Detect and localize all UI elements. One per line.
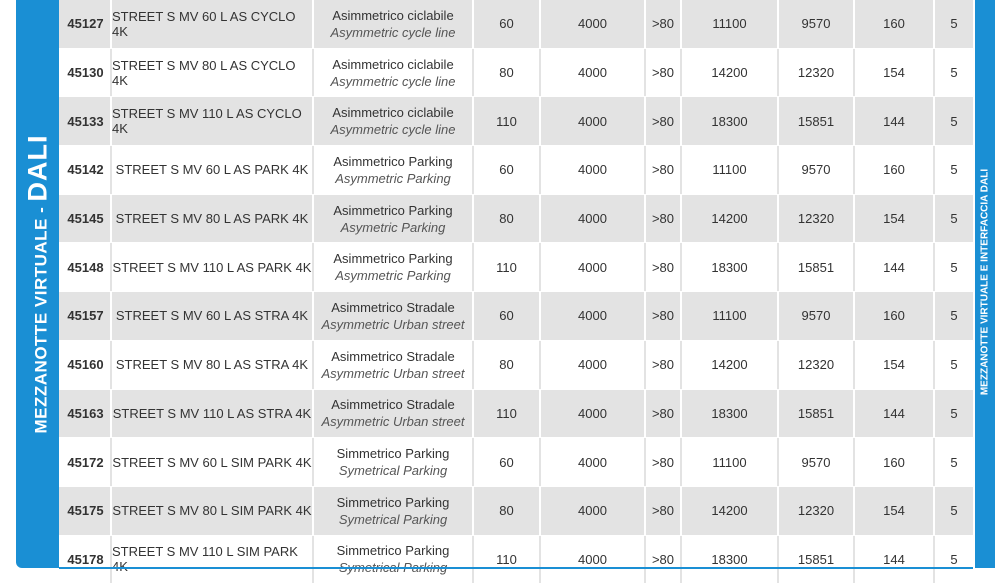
color-temperature: 4000 — [541, 195, 646, 243]
optic-english: Asymetric Parking — [340, 219, 446, 235]
lumen-output: 15851 — [779, 390, 855, 438]
table-row — [59, 97, 973, 146]
product-table — [59, 0, 973, 584]
product-name: STREET S MV 60 L AS CYCLO 4K — [112, 0, 314, 48]
table-row — [59, 390, 973, 439]
optic-italian: Asimmetrico Parking — [333, 153, 453, 169]
product-name: STREET S MV 80 L AS CYCLO 4K — [112, 49, 314, 97]
optic-cell — [314, 487, 474, 535]
cri-value: >80 — [646, 195, 682, 243]
lumen-source: 14200 — [682, 49, 779, 97]
class-value: 5 — [950, 308, 958, 324]
lumen-output: 9570 — [779, 292, 855, 340]
optic-cell — [314, 195, 474, 243]
table-row — [59, 195, 973, 244]
table-row — [59, 341, 973, 390]
color-temperature: 4000 — [541, 146, 646, 194]
power-watt: 110 — [474, 390, 541, 438]
left-section-band — [16, 0, 59, 568]
optic-cell — [314, 390, 474, 438]
table-row — [59, 243, 973, 292]
lumen-source: 18300 — [682, 97, 779, 145]
product-code: 45130 — [59, 49, 112, 97]
optic-italian: Asimmetrico ciclabile — [332, 56, 454, 72]
cri-value: >80 — [646, 146, 682, 194]
optic-english: Asymmetric Urban street — [321, 365, 465, 381]
efficiency: 144 — [855, 536, 935, 584]
optic-italian: Asimmetrico ciclabile — [332, 7, 454, 23]
lumen-source: 18300 — [682, 390, 779, 438]
cri-value: >80 — [646, 487, 682, 535]
cri-value: >80 — [646, 536, 682, 584]
power-watt: 80 — [474, 195, 541, 243]
optic-italian: Asimmetrico Stradale — [331, 299, 455, 315]
class-value: 5 — [950, 16, 958, 32]
product-code: 45145 — [59, 195, 112, 243]
optic-cell — [314, 438, 474, 486]
optic-english: Asymmetric cycle line — [330, 122, 456, 138]
lumen-output: 9570 — [779, 146, 855, 194]
lumen-output: 12320 — [779, 195, 855, 243]
color-temperature: 4000 — [541, 438, 646, 486]
color-temperature: 4000 — [541, 536, 646, 584]
lumen-source: 11100 — [682, 292, 779, 340]
color-temperature: 4000 — [541, 390, 646, 438]
class-value: 5 — [950, 503, 958, 519]
class-value: 5 — [950, 259, 958, 275]
product-name: STREET S MV 110 L AS CYCLO 4K — [112, 97, 314, 145]
product-code: 45142 — [59, 146, 112, 194]
optic-english: Asymmetric Parking — [335, 268, 451, 284]
class-value: 5 — [950, 113, 958, 129]
right-section-band — [975, 0, 995, 568]
efficiency: 160 — [855, 146, 935, 194]
efficiency: 154 — [855, 49, 935, 97]
power-watt: 110 — [474, 536, 541, 584]
class-value: 5 — [950, 162, 958, 178]
product-code: 45157 — [59, 292, 112, 340]
color-temperature: 4000 — [541, 243, 646, 291]
optic-italian: Asimmetrico Parking — [333, 251, 453, 267]
optic-english: Asymmetric Parking — [335, 170, 451, 186]
color-temperature: 4000 — [541, 49, 646, 97]
optic-cell — [314, 243, 474, 291]
optic-italian: Simmetrico Parking — [336, 494, 450, 510]
cri-value: >80 — [646, 0, 682, 48]
lumen-output: 12320 — [779, 487, 855, 535]
lumen-source: 18300 — [682, 536, 779, 584]
optic-english: Asymmetric cycle line — [330, 73, 456, 89]
efficiency: 154 — [855, 195, 935, 243]
product-code: 45172 — [59, 438, 112, 486]
efficiency: 160 — [855, 292, 935, 340]
power-watt: 80 — [474, 49, 541, 97]
efficiency: 160 — [855, 0, 935, 48]
product-code: 45163 — [59, 390, 112, 438]
product-name: STREET S MV 110 L AS STRA 4K — [112, 390, 314, 438]
power-watt: 110 — [474, 243, 541, 291]
optic-italian: Asimmetrico ciclabile — [332, 105, 454, 121]
product-name: STREET S MV 60 L AS STRA 4K — [112, 292, 314, 340]
efficiency: 154 — [855, 487, 935, 535]
table-row — [59, 146, 973, 195]
power-watt: 80 — [474, 487, 541, 535]
lumen-output: 15851 — [779, 97, 855, 145]
product-code: 45133 — [59, 97, 112, 145]
color-temperature: 4000 — [541, 341, 646, 389]
lumen-output: 15851 — [779, 536, 855, 584]
class-value: 5 — [950, 454, 958, 470]
optic-italian: Asimmetrico Stradale — [331, 397, 455, 413]
optic-english: Symetrical Parking — [338, 511, 448, 527]
lumen-source: 11100 — [682, 438, 779, 486]
color-temperature: 4000 — [541, 292, 646, 340]
power-watt: 80 — [474, 341, 541, 389]
optic-english: Symetrical Parking — [338, 463, 448, 479]
optic-italian: Asimmetrico Parking — [333, 202, 453, 218]
efficiency: 144 — [855, 390, 935, 438]
lumen-output: 9570 — [779, 438, 855, 486]
left-section-prefix: MEZZANOTTE VIRTUALE - — [31, 201, 50, 434]
product-name: STREET S MV 110 L SIM PARK — [112, 536, 314, 584]
product-name: STREET S MV 80 L AS PARK 4K — [112, 195, 314, 243]
product-name: STREET S MV 80 L SIM PARK 4K — [112, 487, 314, 535]
color-temperature: 4000 — [541, 0, 646, 48]
cri-value: >80 — [646, 97, 682, 145]
left-section-label — [22, 135, 53, 434]
optic-cell — [314, 292, 474, 340]
table-row — [59, 438, 973, 487]
lumen-output: 15851 — [779, 243, 855, 291]
efficiency: 154 — [855, 341, 935, 389]
power-watt: 60 — [474, 0, 541, 48]
class-value: 5 — [950, 65, 958, 81]
lumen-output: 9570 — [779, 0, 855, 48]
product-name: STREET S MV 110 L AS PARK 4K — [112, 243, 314, 291]
lumen-source: 14200 — [682, 195, 779, 243]
product-name: STREET S MV 80 L AS STRA 4K — [112, 341, 314, 389]
class-value: 5 — [950, 357, 958, 373]
optic-cell — [314, 146, 474, 194]
lumen-source: 11100 — [682, 146, 779, 194]
cri-value: >80 — [646, 390, 682, 438]
cri-value: >80 — [646, 49, 682, 97]
table-bottom-border — [59, 567, 973, 569]
efficiency: 144 — [855, 243, 935, 291]
lumen-source: 14200 — [682, 487, 779, 535]
product-name: STREET S MV 60 L SIM PARK 4K — [112, 438, 314, 486]
table-row — [59, 487, 973, 536]
power-watt: 110 — [474, 97, 541, 145]
cri-value: >80 — [646, 341, 682, 389]
efficiency: 144 — [855, 97, 935, 145]
class-value: 5 — [950, 551, 958, 567]
power-watt: 60 — [474, 292, 541, 340]
lumen-source: 14200 — [682, 341, 779, 389]
optic-cell — [314, 0, 474, 48]
product-code: 45160 — [59, 341, 112, 389]
lumen-output: 12320 — [779, 49, 855, 97]
product-code: 45175 — [59, 487, 112, 535]
optic-english: Asymmetric Urban street — [321, 414, 465, 430]
product-name: STREET S MV 60 L AS PARK 4K — [112, 146, 314, 194]
product-code: 45127 — [59, 0, 112, 48]
cri-value: >80 — [646, 292, 682, 340]
table-row — [59, 292, 973, 341]
right-section-label: MEZZANOTTE VIRTUALE E INTERFACCIA DALI — [979, 168, 991, 396]
power-watt: 60 — [474, 438, 541, 486]
class-value: 5 — [950, 405, 958, 421]
optic-english: Asymmetric Urban street — [321, 316, 465, 332]
optic-italian: Simmetrico Parking — [336, 446, 450, 462]
lumen-output: 12320 — [779, 341, 855, 389]
optic-english: Asymmetric cycle line — [330, 24, 456, 40]
cri-value: >80 — [646, 438, 682, 486]
optic-italian: Asimmetrico Stradale — [331, 348, 455, 364]
power-watt: 60 — [474, 146, 541, 194]
optic-cell — [314, 536, 474, 584]
table-row — [59, 49, 973, 98]
product-code: 45178 — [59, 536, 112, 584]
left-section-dali: DALI — [22, 134, 52, 202]
optic-cell — [314, 49, 474, 97]
optic-cell — [314, 341, 474, 389]
lumen-source: 18300 — [682, 243, 779, 291]
cri-value: >80 — [646, 243, 682, 291]
color-temperature: 4000 — [541, 487, 646, 535]
table-row — [59, 0, 973, 49]
optic-cell — [314, 97, 474, 145]
color-temperature: 4000 — [541, 97, 646, 145]
optic-italian: Simmetrico Parking — [336, 543, 450, 559]
efficiency: 160 — [855, 438, 935, 486]
class-value: 5 — [950, 211, 958, 227]
product-code: 45148 — [59, 243, 112, 291]
lumen-source: 11100 — [682, 0, 779, 48]
